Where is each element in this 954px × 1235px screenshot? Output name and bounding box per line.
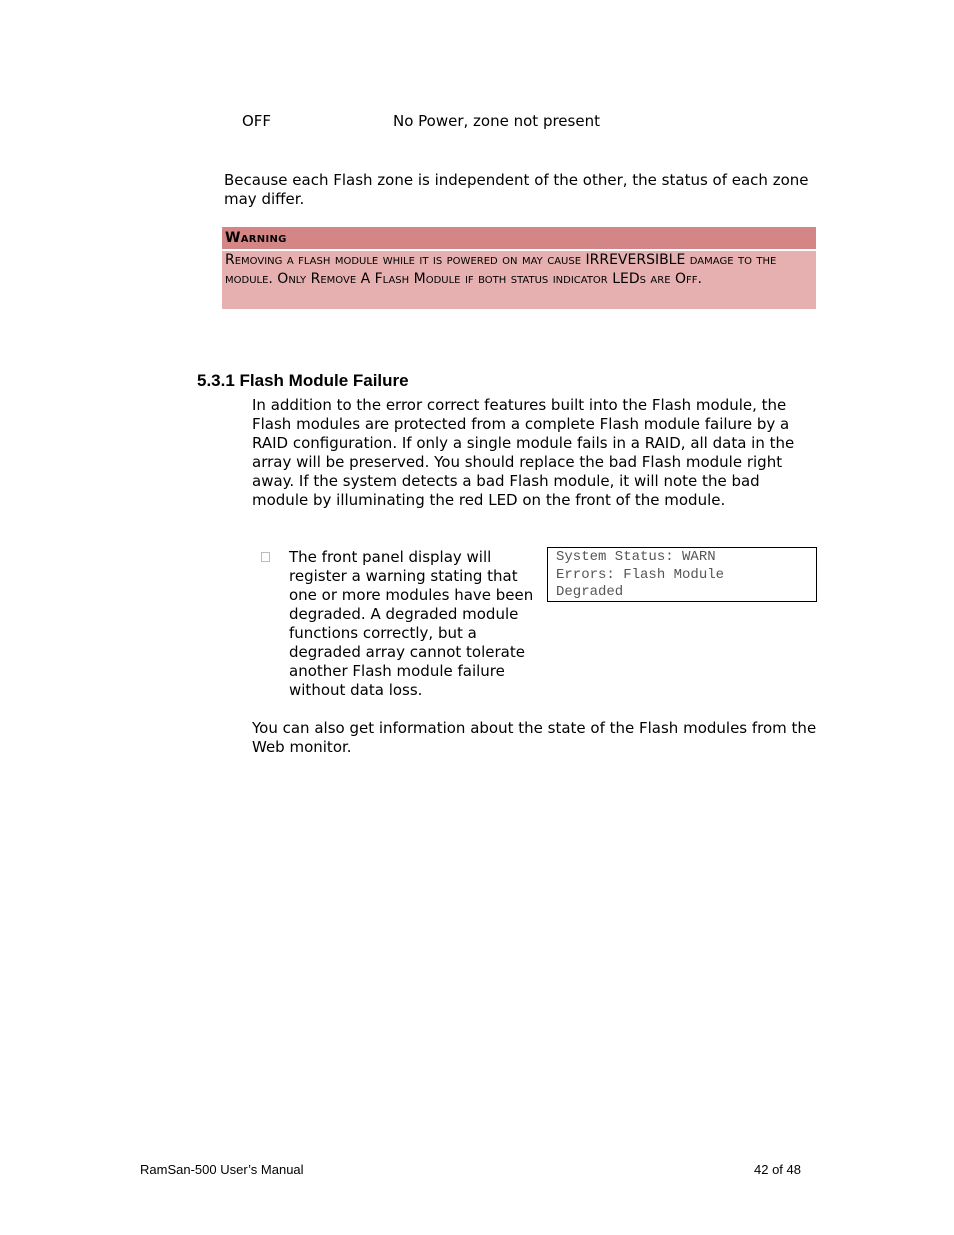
warning-title: Warning bbox=[222, 227, 816, 249]
display-line: Errors: Flash Module bbox=[556, 566, 725, 583]
footer-manual-title: RamSan-500 User’s Manual bbox=[140, 1162, 304, 1177]
warning-callout bbox=[222, 227, 816, 309]
display-line: Degraded bbox=[556, 584, 624, 600]
warning-text: Removing a flash module while it is powered on may cause IRREVERSIBLE damage to the module. Only Remove A Flash Module if both status indicator LEDs are Off. bbox=[222, 251, 816, 309]
zone-status-paragraph: Because each Flash zone is independent of the other, the status of each zone may differ. bbox=[224, 171, 809, 208]
web-monitor-paragraph: You can also get information about the state of the Flash modules from the Web monitor. bbox=[252, 719, 817, 756]
led-state-off-description: No Power, zone not present bbox=[393, 112, 600, 130]
front-panel-bullet-text: The front panel display will register a warning stating that one or more modules have been degraded. A degraded module functions correctly, but a degraded array cannot tolerate another Flash module failure without data loss. bbox=[289, 548, 534, 699]
section-heading: 5.3.1 Flash Module Failure bbox=[197, 371, 409, 390]
bullet-square-icon bbox=[261, 552, 270, 562]
footer-page-number: 42 of 48 bbox=[754, 1162, 801, 1177]
led-state-off-label: OFF bbox=[242, 112, 272, 130]
front-panel-display-box bbox=[547, 547, 817, 602]
flash-failure-intro-paragraph: In addition to the error correct features built into the Flash module, the Flash modules are protected from a complete Flash module failure by a RAID configuration. If only a single module fails in a RAID, all data in the array will be preserved. You should replace the bad Flash module right away. If the system detects a bad Flash module, it will note the bad module by illuminating the red LED on the front of the module. bbox=[252, 396, 795, 509]
display-line: System Status: WARN bbox=[556, 549, 716, 565]
